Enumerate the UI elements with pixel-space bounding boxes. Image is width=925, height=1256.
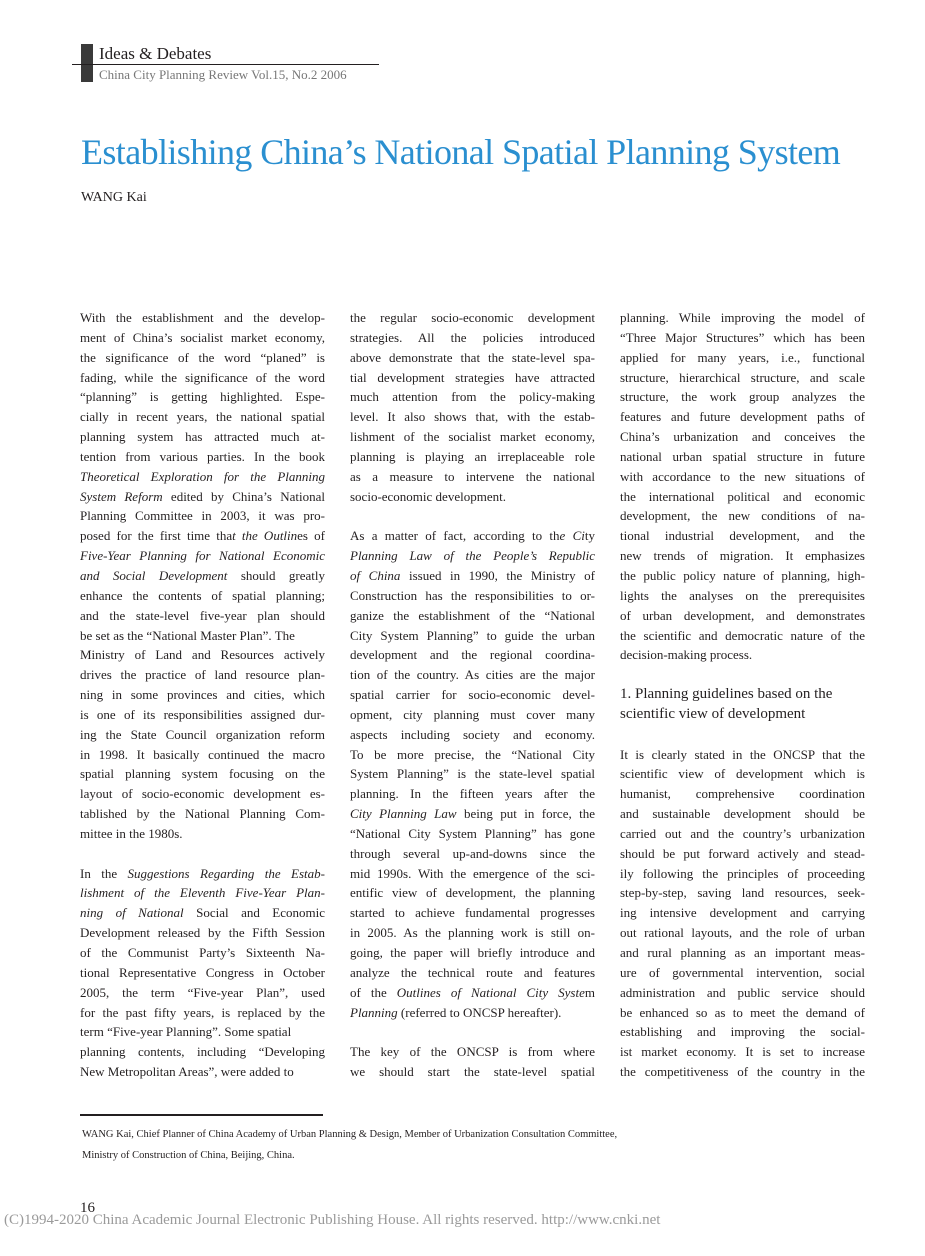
text-line: It is clearly stated in the ONCSP that the	[620, 746, 865, 762]
paragraph-gap	[620, 725, 865, 745]
text-line: 2005, the term “Five-year Plan”, used	[80, 984, 325, 1000]
text-line: Construction has the responsibilities to or-	[350, 587, 595, 603]
text-line: With the establishment and the develop-	[80, 310, 325, 325]
text-line: level. It also shows that, with the estab-	[350, 409, 595, 425]
paragraph-gap	[80, 844, 325, 864]
text-line: structure, the work group analyzes the	[620, 389, 865, 405]
text-line: through several up-and-downs since the	[350, 845, 595, 861]
text-line: much attention from the policy-making	[350, 389, 595, 405]
text-line: national urban spatial structure in future	[620, 448, 865, 464]
text-line: ment of China’s socialist market economy,	[80, 329, 325, 345]
body-column-2	[350, 308, 595, 1082]
text-line: started to achieve fundamental progresses	[350, 905, 595, 921]
text-line: ganize the establishment of the “National	[350, 607, 595, 623]
text-line: ning of National Social and Economic	[80, 905, 325, 921]
text-line: planning. While improving the model of	[620, 310, 865, 325]
text-line: planning system has attracted much at-	[80, 429, 325, 445]
article-author: WANG Kai	[81, 190, 147, 205]
text-line: out rational layouts, and the role of urban	[620, 925, 865, 941]
text-line: lights the analyses on the prerequisites	[620, 587, 865, 603]
text-line: the competitiveness of the country in the	[620, 1064, 865, 1080]
text-line: planning is playing an irreplaceable role	[350, 448, 595, 464]
text-line: the scientific and democratic nature of the	[620, 627, 865, 643]
text-line: of the Outlines of National City System	[350, 984, 595, 1000]
text-line: and the state-level five-year plan should	[80, 607, 325, 623]
text-line: the significance of the word “planed” is	[80, 349, 325, 365]
text-line: 1. Planning guidelines based on the	[620, 686, 833, 703]
text-line: step-by-step, saving land resources, seek-	[620, 885, 865, 901]
text-line: City Planning Law being put in force, the	[350, 806, 595, 822]
text-line: carried out and the country’s urbanization	[620, 825, 865, 841]
text-line: posed for the first time that the Outlines of	[80, 528, 325, 544]
text-line: System Reform edited by China’s National	[80, 488, 325, 504]
body-column-1	[80, 308, 325, 1082]
text-line: scientific view of development	[620, 705, 806, 722]
text-line: going, the paper will briefly introduce and	[350, 945, 595, 960]
text-line: of the Communist Party’s Sixteenth Na-	[80, 945, 325, 960]
text-line: with accordance to the new situations of	[620, 468, 865, 484]
text-line: mid 1990s. With the emergence of the sci-	[350, 865, 595, 881]
text-line: as a measure to intervene the national	[350, 468, 595, 484]
text-line: drives the practice of land resource plan-	[80, 667, 325, 683]
text-line: “Three Major Structures” which has been	[620, 329, 865, 345]
text-line: aspects including society and economy.	[350, 726, 595, 742]
section-label: Ideas & Debates	[99, 44, 212, 63]
text-line: spatial planning system focusing on the	[80, 766, 325, 782]
text-line: structure, hierarchical structure, and scale	[620, 369, 865, 385]
text-line: administration and public service should	[620, 984, 865, 1000]
text-line: System Planning” is the state-level spatial	[350, 766, 595, 782]
footnote-line: WANG Kai, Chief Planner of China Academy of Urban Planning & Design, Member of Urbanization Consultation Committee,	[82, 1129, 618, 1140]
text-line: tion of the country. As cities are the major	[350, 667, 595, 683]
text-line: development, the new conditions of na-	[620, 508, 865, 524]
text-line: tional industrial development, and the	[620, 528, 865, 544]
footnote-line: Ministry of Construction of China, Beijing, China.	[82, 1150, 295, 1161]
text-line: fading, while the significance of the word	[80, 369, 325, 385]
body-column-3	[620, 308, 865, 1082]
text-line: in 1998. It basically continued the macro	[80, 746, 325, 762]
paragraph-gap	[350, 1022, 595, 1042]
text-line: we should start the state-level spatial	[350, 1064, 595, 1080]
text-line: humanist, comprehensive coordination	[620, 786, 865, 802]
text-line: ning in some provinces and cities, which	[80, 687, 325, 703]
text-line: lishment of the socialist market economy,	[350, 429, 595, 445]
text-line: features and future development paths of	[620, 409, 865, 425]
text-line: is one of its responsibilities assigned dur-	[80, 706, 325, 722]
text-line: be set as the “National Master Plan”. The	[80, 627, 295, 643]
text-line: planning contents, including “Developing	[80, 1044, 325, 1060]
text-line: and rural planning as an important meas-	[620, 945, 865, 960]
text-line: planning. In the fifteen years after the	[350, 786, 595, 802]
text-line: Development released by the Fifth Session	[80, 925, 325, 941]
text-line: development and the regional coordina-	[350, 647, 595, 663]
text-line: ing intensive development and carrying	[620, 905, 865, 921]
text-line: opment, city planning must cover many	[350, 706, 595, 722]
text-line: Five-Year Planning for National Economic	[80, 548, 325, 564]
text-line: cially in recent years, the national spatial	[80, 409, 325, 425]
text-line: lishment of the Eleventh Five-Year Plan-	[80, 885, 325, 901]
text-line: of China issued in 1990, the Ministry of	[350, 567, 595, 583]
text-line: ist market economy. It is set to increase	[620, 1044, 865, 1060]
author-footnote	[82, 1124, 617, 1166]
text-line: above demonstrate that the state-level spa-	[350, 349, 595, 365]
text-line: entific view of development, the planning	[350, 885, 595, 901]
text-line: To be more precise, the “National City	[350, 746, 595, 762]
paragraph-gap	[350, 506, 595, 526]
text-line: the public policy nature of planning, high-	[620, 567, 865, 583]
text-line: tional Representative Congress in October	[80, 964, 325, 980]
text-line: socio-economic development.	[350, 488, 506, 504]
text-line: Planning Committee in 2003, it was pro-	[80, 508, 325, 524]
header-rule	[72, 64, 379, 65]
text-line: in 2005. As the planning work is still on-	[350, 925, 595, 941]
text-line: Ministry of Land and Resources actively	[80, 647, 325, 663]
text-line: layout of socio-economic development es-	[80, 786, 325, 802]
text-line: of urban development, and demonstrates	[620, 607, 865, 623]
text-line: The key of the ONCSP is from where	[350, 1044, 595, 1060]
text-line: the regular socio-economic development	[350, 310, 595, 325]
text-line: tial development strategies have attracted	[350, 369, 595, 385]
text-line: tablished by the National Planning Com-	[80, 806, 325, 822]
text-line: In the Suggestions Regarding the Estab-	[80, 865, 325, 881]
text-line: mittee in the 1980s.	[80, 825, 183, 841]
text-line: China’s urbanization and conceives the	[620, 429, 865, 445]
footnote-rule	[80, 1114, 323, 1116]
text-line: ing the State Council organization reform	[80, 726, 325, 742]
text-line: Theoretical Exploration for the Planning	[80, 468, 325, 484]
text-line: “National City System Planning” has gone	[350, 825, 595, 841]
text-line: As a matter of fact, according to the City	[350, 528, 595, 544]
text-line: establishing and improving the social-	[620, 1024, 865, 1040]
text-line: City System Planning” to guide the urban	[350, 627, 595, 643]
article-title: Establishing China’s National Spatial Planning System	[81, 132, 841, 172]
text-line: decision-making process.	[620, 647, 753, 663]
text-line: applied for many years, i.e., functional	[620, 349, 865, 365]
text-line: new trends of migration. It emphasizes	[620, 548, 865, 564]
text-line: analyze the technical route and features	[350, 964, 595, 980]
copyright-watermark: (C)1994-2020 China Academic Journal Electronic Publishing House. All rights reserved. http://www.cnki.net	[4, 1212, 661, 1228]
text-line: ure of governmental intervention, social	[620, 964, 865, 980]
text-line: for the past fifty years, is replaced by the	[80, 1004, 325, 1020]
text-line: “planning” is getting highlighted. Espe-	[80, 389, 325, 405]
paragraph-gap	[620, 665, 865, 685]
text-line: and Social Development should greatly	[80, 567, 325, 583]
page-number: 16	[80, 1200, 95, 1216]
text-line: scientific view of development which is	[620, 766, 865, 782]
text-line: and sustainable development should be	[620, 806, 865, 822]
text-line: tention from various parties. In the book	[80, 448, 325, 464]
text-line: spatial carrier for socio-economic devel-	[350, 687, 595, 703]
header-accent-bar	[81, 44, 93, 82]
text-line: term “Five-year Planning”. Some spatial	[80, 1024, 292, 1040]
text-line: ily following the principles of proceeding	[620, 865, 865, 881]
text-line: New Metropolitan Areas”, were added to	[80, 1064, 294, 1080]
text-line: Planning Law of the People’s Republic	[350, 548, 595, 564]
text-line: enhance the contents of spatial planning;	[80, 587, 325, 603]
text-line: should be put forward actively and stead-	[620, 845, 865, 861]
text-line: strategies. All the policies introduced	[350, 329, 595, 345]
text-line: be enhanced so as to meet the demand of	[620, 1004, 865, 1020]
text-line: Planning (referred to ONCSP hereafter).	[350, 1004, 562, 1020]
text-line: the international political and economic	[620, 488, 865, 504]
journal-citation: China City Planning Review Vol.15, No.2 2006	[99, 67, 347, 82]
